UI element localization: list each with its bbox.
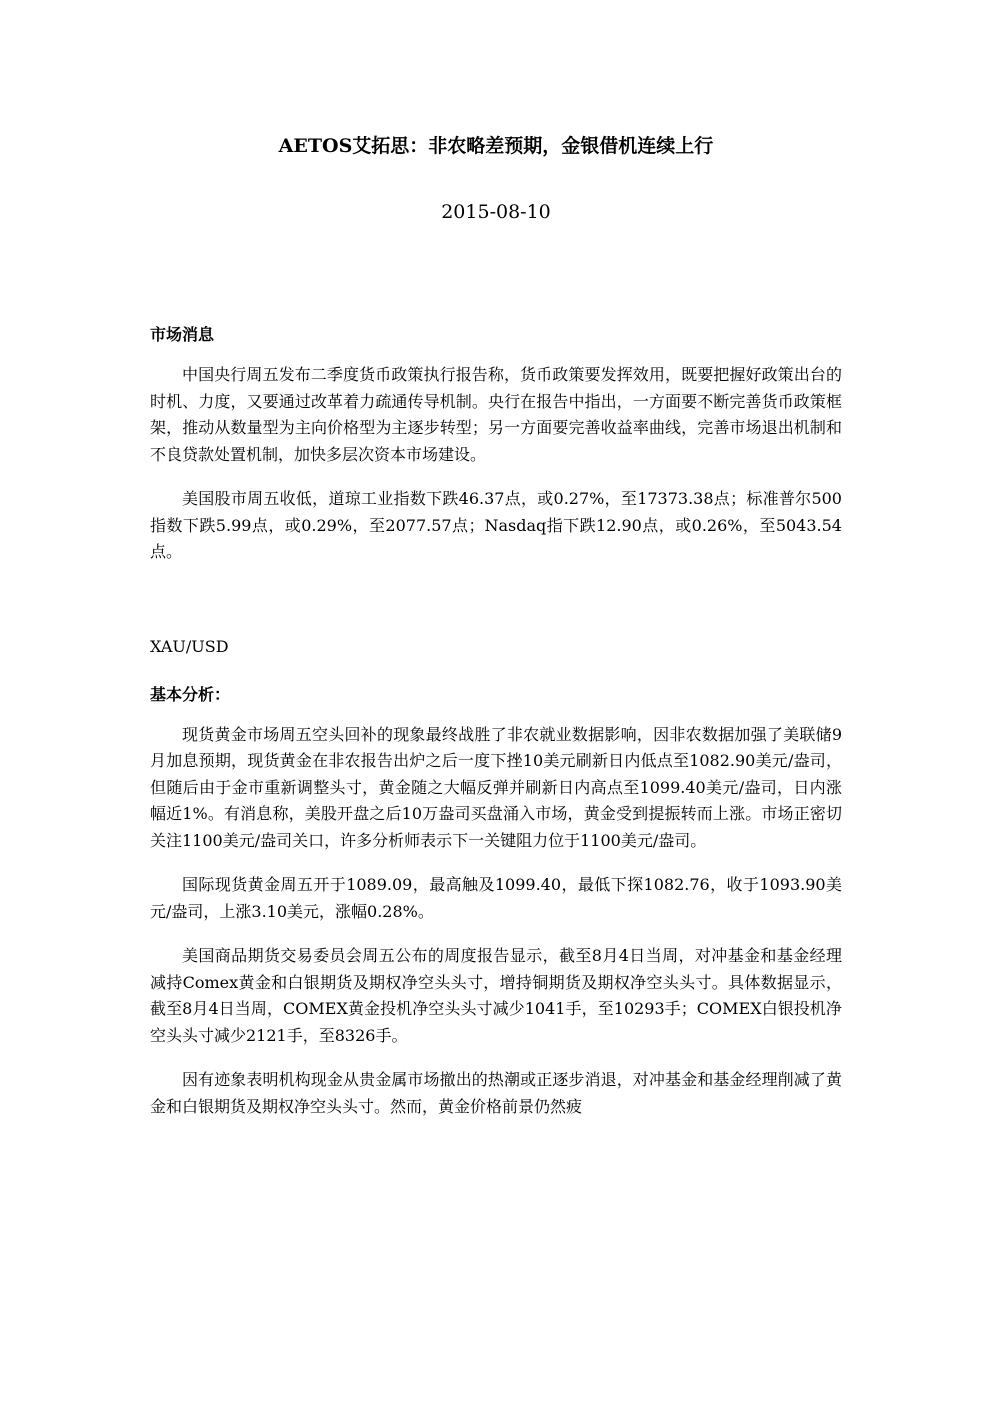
basic-analysis-paragraph: 因有迹象表明机构现金从贵金属市场撤出的热潮或正逐步消退，对冲基金和基金经理削减了黄金和白银期货及期权净空头头寸。然而，黄金价格前景仍然疲 (150, 1070, 842, 1116)
basic-analysis-paragraph: 国际现货黄金周五开于1089.09，最高触及1099.40，最低下探1082.76，收于1093.90美元/盎司，上涨3.10美元，涨幅0.28%。 (150, 875, 842, 921)
basic-analysis-paragraph: 美国商品期货交易委员会周五公布的周度报告显示，截至8月4日当周，对冲基金和基金经理减持Comex黄金和白银期货及期权净空头头寸，增持铜期货及期权净空头头寸。具体数据显示，截至8月4日当周，COMEX黄金投机净空头头寸减少1041手，至10293手；COMEX白银投机净空头头寸减少2121手，至8326手。 (150, 946, 842, 1045)
basic-analysis-heading: 基本分析： (150, 684, 231, 704)
xau-usd-heading: XAU/USD (150, 636, 229, 656)
market-news-paragraph: 中国央行周五发布二季度货币政策执行报告称，货币政策要发挥效用，既要把握好政策出台的时机、力度，又要通过改革着力疏通传导机制。央行在报告中指出，一方面要不断完善货币政策框架，推动从数量型为主向价格型为主逐步转型；另一方面要完善收益率曲线，完善市场退出机制和不良贷款处置机制，加快多层次资本市场建设。 (150, 365, 842, 464)
document-body (150, 128, 842, 1120)
document-title: AETOS艾拓思：非农略差预期，金银借机连续上行 (278, 135, 714, 157)
document-date: 2015-08-10 (441, 201, 551, 223)
market-news-heading: 市场消息 (150, 325, 215, 344)
basic-analysis-paragraph: 现货黄金市场周五空头回补的现象最终战胜了非农就业数据影响，因非农数据加强了美联储9月加息预期，现货黄金在非农报告出炉之后一度下挫10美元刷新日内低点至1082.90美元/盎司，但随后由于金市重新调整头寸，黄金随之大幅反弹并刷新日内高点至1099.40美元/盎司，日内涨幅近1%。有消息称，美股开盘之后10万盎司买盘涌入市场，黄金受到提振转而上涨。市场正密切关注1100美元/盎司关口，许多分析师表示下一关键阻力位于1100美元/盎司。 (150, 724, 842, 850)
market-news-paragraph: 美国股市周五收低，道琼工业指数下跌46.37点，或0.27%，至17373.38点；标准普尔500指数下跌5.99点，或0.29%，至2077.57点；Nasdaq指下跌12.90点，或0.26%，至5043.54点。 (150, 489, 842, 561)
